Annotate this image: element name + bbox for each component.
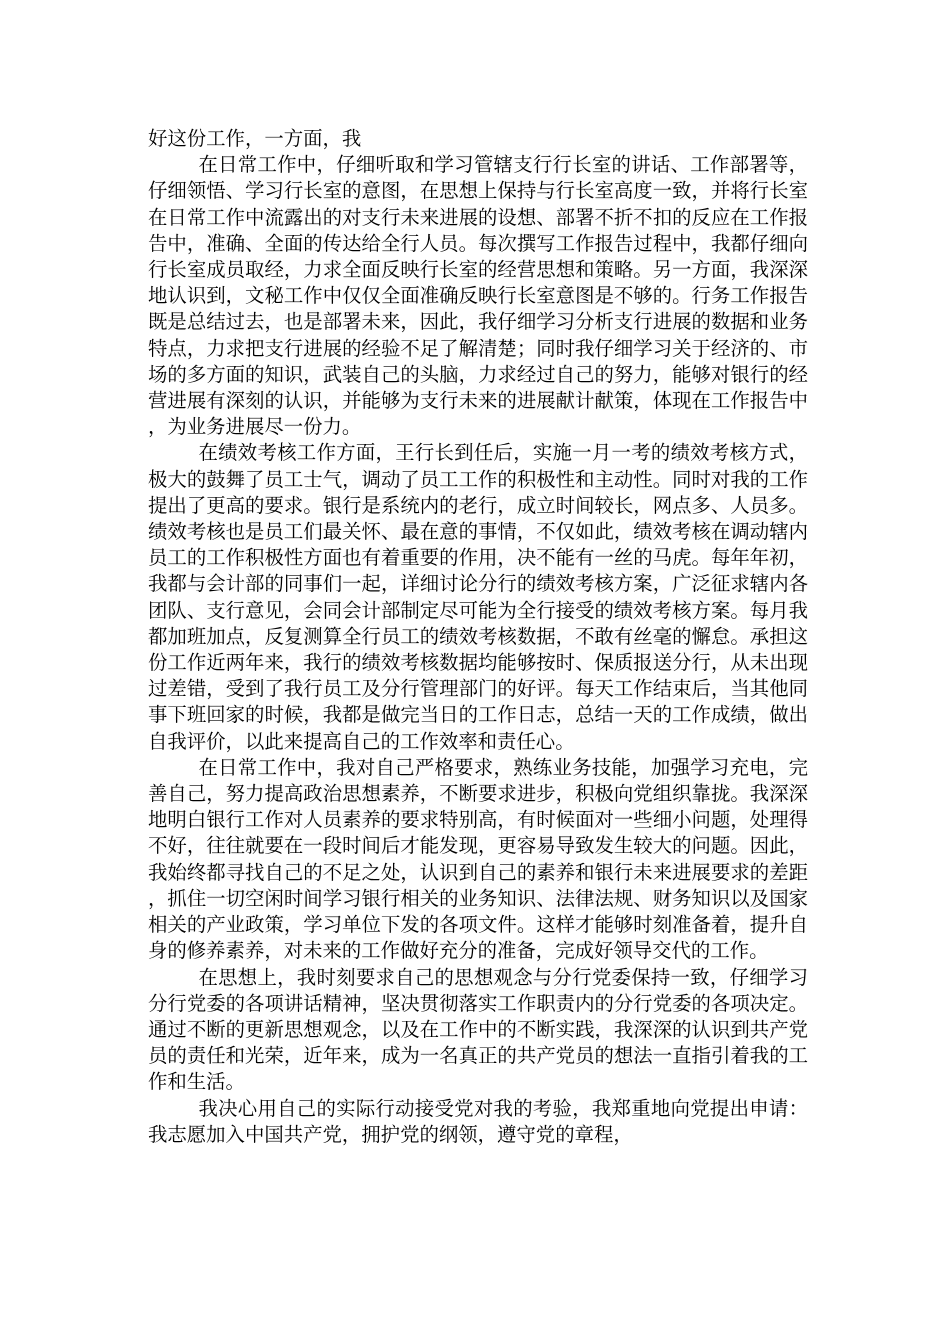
paragraph-self-improvement: 在日常工作中，我对自己严格要求，熟练业务技能，加强学习充电，完善自己，努力提高政治思想素养，不断要求进步，积极向党组织靠拢。我深深地明白银行工作对人员素养的要求特别高，有时候面对一些细小问题，处理得不好，往往就要在一段时间后才能发现，更容易导致发生较大的问题。因此，我始终都寻找自己的不足之处，认识到自己的素养和银行未来进展要求的差距，抓住一切空闲时间学习银行相关的业务知识、法律法规、财务知识以及国家相关的产业政策，学习单位下发的各项文件。这样才能够时刻准备着，提升自身的修养素养，对未来的工作做好充分的准备，完成好领导交代的工作。: [148, 755, 808, 963]
paragraph-party-application: 我决心用自己的实际行动接受党对我的考验，我郑重地向党提出申请：我志愿加入中国共产党，拥护党的纲领，遵守党的章程，: [148, 1096, 808, 1146]
paragraph-continuation: 好这份工作，一方面，我: [148, 127, 362, 150]
paragraph-report-writing: 在日常工作中，仔细听取和学习管辖支行行长室的讲话、工作部署等，仔细领悟、学习行长室的意图，在思想上保持与行长室高度一致，并将行长室在日常工作中流露出的对支行未来进展的设想、部署不折不扣的反应在工作报告中，准确、全面的传达给全行人员。每次撰写工作报告过程中，我都仔细向行长室成员取经，力求全面反映行长室的经营思想和策略。另一方面，我深深地认识到，文秘工作中仅仅全面准确反映行长室意图是不够的。行务工作报告既是总结过去，也是部署未来，因此，我仔细学习分析支行进展的数据和业务特点，力求把支行进展的经验不足了解清楚；同时我仔细学习关于经济的、市场的多方面的知识，武装自己的头脑，力求经过自己的努力，能够对银行的经营进展有深刻的认识，并能够为支行未来的进展献计献策，体现在工作报告中，为业务进展尽一份力。: [148, 153, 808, 439]
paragraph-ideology: 在思想上，我时刻要求自己的思想观念与分行党委保持一致，仔细学习分行党委的各项讲话精神，坚决贯彻落实工作职责内的分行党委的各项决定。通过不断的更新思想观念，以及在工作中的不断实践，我深深的认识到共产党员的责任和光荣，近年来，成为一名真正的共产党员的想法一直指引着我的工作和生活。: [148, 965, 808, 1094]
paragraph-performance-assessment: 在绩效考核工作方面，王行长到任后，实施一月一考的绩效考核方式，极大的鼓舞了员工士气，调动了员工工作的积极性和主动性。同时对我的工作提出了更高的要求。银行是系统内的老行，成立时间较长，网点多、人员多。绩效考核也是员工们最关怀、最在意的事情，不仅如此，绩效考核在调动辖内员工的工作积极性方面也有着重要的作用，决不能有一丝的马虎。每年年初，我都与会计部的同事们一起，详细讨论分行的绩效考核方案，广泛征求辖内各团队、支行意见，会同会计部制定尽可能为全行接受的绩效考核方案。每月我都加班加点，反复测算全行员工的绩效考核数据，不敢有丝毫的懈怠。承担这份工作近两年来，我行的绩效考核数据均能够按时、保质报送分行，从未出现过差错，受到了我行员工及分行管理部门的好评。每天工作结束后，当其他同事下班回家的时候，我都是做完当日的工作日志，总结一天的工作成绩，做出自我评价，以此来提高自己的工作效率和责任心。: [148, 441, 808, 753]
document-page: [148, 126, 808, 1148]
